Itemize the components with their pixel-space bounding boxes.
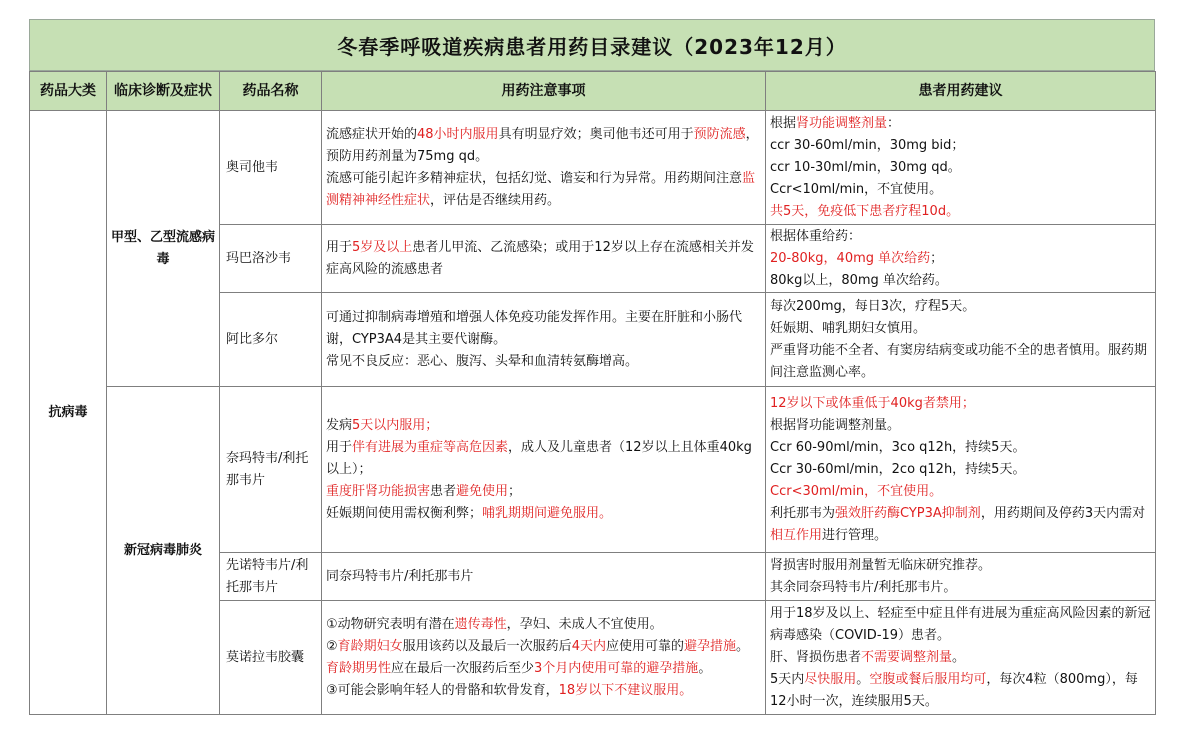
header-notes: 用药注意事项 (322, 72, 766, 111)
text-line (326, 503, 761, 525)
text-line (326, 351, 761, 373)
highlight-text: 肾功能调整剂量 (796, 115, 888, 131)
drug-name: 莫诺拉韦胶囊 (220, 601, 322, 715)
text-segment: 同奈玛特韦片/利托那韦片 (326, 568, 474, 584)
text-segment: ，评估是否继续用药。 (430, 192, 561, 208)
text-line (770, 555, 1151, 577)
text-line (770, 577, 1151, 599)
text-segment: 其余同奈玛特韦片/利托那韦片。 (770, 579, 957, 595)
text-segment: 。 (736, 638, 750, 654)
text-segment: 流感症状开始的 (326, 126, 418, 142)
highlight-text: 遗传毒性 (454, 616, 507, 632)
header-drug: 药品名称 (220, 72, 322, 111)
header-row (30, 72, 1156, 111)
text-segment: 用于 (326, 239, 353, 255)
highlight-text: 强效肝药酶CYP3A抑制剂 (835, 505, 981, 521)
highlight-text: 3个月内使用可靠的避孕措施 (534, 660, 699, 676)
highlight-text: 育龄期男性 (326, 660, 392, 676)
text-segment: 严重肾功能不全者、有窦房结病变或功能不全的患者慎用。服药期间注意监测心率。 (770, 342, 1148, 380)
highlight-text: 重度肝肾功能损害 (326, 483, 431, 499)
highlight-text: 伴有进展为重症等高危因素 (352, 439, 509, 455)
text-segment: 具有明显疗效；奥司他韦还可用于 (498, 126, 694, 142)
text-line (770, 393, 1151, 415)
highlight-text: Ccr<30ml/min，不宜使用。 (770, 483, 943, 499)
text-segment: 进行管理。 (822, 527, 888, 543)
text-segment: ，每次4粒（800mg），每12小时一次，连续服用5天。 (770, 671, 1138, 709)
highlight-text: 5天以内服用； (352, 417, 439, 433)
text-line (326, 124, 761, 168)
highlight-text: 不需要调整剂量 (861, 649, 953, 665)
drug-advice (766, 601, 1156, 715)
text-line (770, 157, 1151, 179)
drug-name: 玛巴洛沙韦 (220, 225, 322, 293)
text-segment: Ccr<10ml/min，不宜使用。 (770, 181, 943, 197)
highlight-text: 48小时内服用 (417, 126, 499, 142)
diagnosis-covid: 新冠病毒肺炎 (107, 387, 220, 715)
text-line (770, 481, 1151, 503)
highlight-text: 4天内 (571, 638, 606, 654)
text-segment: ② (326, 638, 338, 654)
text-segment: 流感可能引起许多精神症状，包括幻觉、谵妄和行为异常。用药期间注意 (326, 170, 743, 186)
text-line (326, 415, 761, 437)
category-cell: 抗病毒 (30, 111, 107, 715)
text-segment: 患者 (430, 483, 457, 499)
drug-name: 先诺特韦片/利托那韦片 (220, 553, 322, 601)
highlight-text: 共5天，免疫低下患者疗程10d。 (770, 203, 960, 219)
text-segment: ： (887, 115, 901, 131)
text-line (326, 168, 761, 212)
text-line (770, 459, 1151, 481)
highlight-text: 空腹或餐后服用均可 (869, 671, 987, 687)
text-segment: ； (508, 483, 522, 499)
text-segment: ①动物研究表明有潜在 (326, 616, 455, 632)
text-segment: Ccr 60-90ml/min，3co q12h，持续5天。 (770, 439, 1026, 455)
drug-catalog-sheet (29, 19, 1155, 715)
highlight-text: 育龄期妇女 (337, 638, 403, 654)
text-segment: 肝、肾损伤患者 (770, 649, 862, 665)
header-advice: 患者用药建议 (766, 72, 1156, 111)
text-line (770, 415, 1151, 437)
drug-table (29, 71, 1156, 715)
drug-advice (766, 387, 1156, 553)
text-line (326, 566, 761, 588)
text-line (770, 113, 1151, 135)
text-segment: ，成人及儿童患者（12岁以上且体重40kg以上）； (326, 439, 752, 477)
text-segment: Ccr 30-60ml/min，2co q12h，持续5天。 (770, 461, 1026, 477)
drug-name: 奥司他韦 (220, 111, 322, 225)
text-segment: 80kg以上，80mg 单次给药。 (770, 272, 948, 288)
table-row (30, 387, 1156, 553)
text-segment: 用于 (326, 439, 353, 455)
diagnosis-flu: 甲型、乙型流感病毒 (107, 111, 220, 387)
text-segment: 可通过抑制病毒增殖和增强人体免疫功能发挥作用。主要在肝脏和小肠代谢，CYP3A4是其主要代谢酶。 (326, 309, 743, 347)
text-segment: 肾损害时服用剂量暂无临床研究推荐。 (770, 557, 992, 573)
text-segment: ，预防用药剂量为75mg qd。 (326, 126, 759, 164)
text-line (770, 603, 1151, 647)
text-line (770, 248, 1151, 270)
text-segment: 根据肾功能调整剂量。 (770, 417, 901, 433)
text-line (770, 201, 1151, 223)
text-segment: 常见不良反应：恶心、腹泻、头晕和血清转氨酶增高。 (326, 353, 639, 369)
text-line (326, 481, 761, 503)
highlight-text: 预防流感 (693, 126, 746, 142)
text-line (770, 226, 1151, 248)
highlight-text: 避孕措施 (683, 638, 736, 654)
text-line (326, 614, 761, 636)
text-segment: ③可能会影响年轻人的骨骼和软骨发育， (326, 682, 559, 698)
header-diagnosis: 临床诊断及症状 (107, 72, 220, 111)
text-segment: 发病 (326, 417, 353, 433)
highlight-text: 12岁以下或体重低于40kg者禁用； (770, 395, 975, 411)
text-line (770, 437, 1151, 459)
drug-advice (766, 225, 1156, 293)
text-segment: ； (930, 250, 944, 266)
table-row (30, 111, 1156, 225)
text-segment: 。 (952, 649, 966, 665)
highlight-text: 5岁及以上 (352, 239, 413, 255)
text-line (770, 340, 1151, 384)
drug-advice (766, 293, 1156, 387)
highlight-text: 20-80kg，40mg 单次给药 (770, 250, 931, 266)
highlight-text: 18岁以下不建议服用。 (558, 682, 693, 698)
text-line (770, 270, 1151, 292)
highlight-text: 哺乳期期间避免服用。 (482, 505, 613, 521)
text-segment: ，用药期间及停药3天内需对 (980, 505, 1146, 521)
text-segment: 5天内 (770, 671, 805, 687)
drug-notes (322, 293, 766, 387)
text-segment: 利托那韦为 (770, 505, 836, 521)
text-segment: 应使用可靠的 (605, 638, 684, 654)
text-segment: 。 (698, 660, 712, 676)
text-line (326, 437, 761, 481)
text-segment: 根据 (770, 115, 797, 131)
drug-advice (766, 111, 1156, 225)
highlight-text: 相互作用 (770, 527, 823, 543)
text-segment: 。 (856, 671, 870, 687)
header-category: 药品大类 (30, 72, 107, 111)
text-line (770, 669, 1151, 713)
text-segment: 妊娠期、哺乳期妇女慎用。 (770, 320, 927, 336)
drug-notes (322, 553, 766, 601)
text-segment: 妊娠期间使用需权衡利弊； (326, 505, 483, 521)
text-line (326, 307, 761, 351)
text-segment: ，孕妇、未成人不宜使用。 (506, 616, 663, 632)
text-line (326, 636, 761, 680)
text-segment: 用于18岁及以上、轻症至中症且伴有进展为重症高风险因素的新冠病毒感染（COVID-19）患者。 (770, 605, 1151, 643)
highlight-text: 避免使用 (456, 483, 509, 499)
drug-notes (322, 601, 766, 715)
text-segment: ccr 30-60ml/min，30mg bid； (770, 137, 965, 153)
highlight-text: 尽快服用 (804, 671, 857, 687)
text-line (770, 318, 1151, 340)
drug-notes (322, 225, 766, 293)
drug-notes (322, 387, 766, 553)
drug-advice (766, 553, 1156, 601)
text-line (770, 503, 1151, 547)
text-line (770, 647, 1151, 669)
text-segment: 根据体重给药： (770, 228, 862, 244)
text-segment: 患者儿甲流、乙流感染；或用于12岁以上存在流感相关并发症高风险的流感患者 (326, 239, 754, 277)
text-line (770, 179, 1151, 201)
text-segment: 应在最后一次服药后至少 (391, 660, 535, 676)
text-segment: 服用该药以及最后一次服药后 (402, 638, 572, 654)
text-line (326, 237, 761, 281)
drug-notes (322, 111, 766, 225)
drug-name: 阿比多尔 (220, 293, 322, 387)
text-line (770, 135, 1151, 157)
drug-name: 奈玛特韦/利托那韦片 (220, 387, 322, 553)
text-segment: 每次200mg，每日3次，疗程5天。 (770, 298, 976, 314)
text-line (770, 296, 1151, 318)
page-title: 冬春季呼吸道疾病患者用药目录建议（2023年12月） (29, 19, 1155, 71)
text-line (326, 680, 761, 702)
text-segment: ccr 10-30ml/min，30mg qd。 (770, 159, 961, 175)
highlight-text: 监测精神神经性症状 (326, 170, 756, 208)
